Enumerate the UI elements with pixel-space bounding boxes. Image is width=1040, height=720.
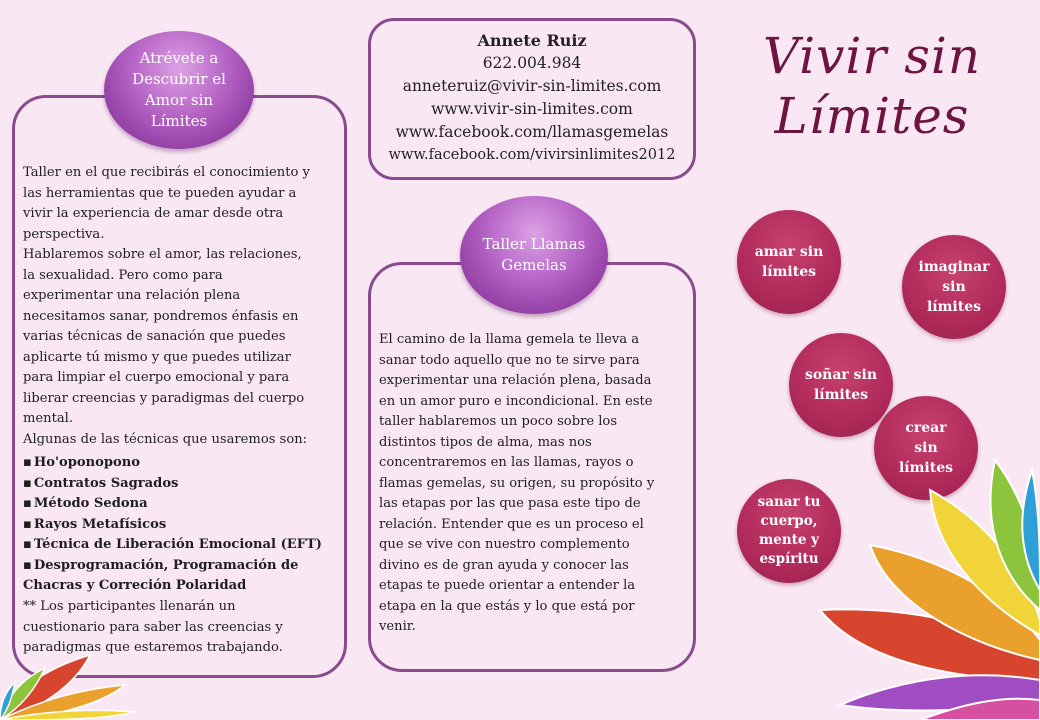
technique-list bbox=[23, 453, 343, 597]
technique-item: ▪ Ho'oponopono bbox=[23, 453, 343, 474]
technique-item: ▪ Método Sedona bbox=[23, 494, 343, 515]
rainbow-petals-left-icon bbox=[0, 640, 140, 720]
circle-crear: crear sin límites bbox=[874, 396, 978, 500]
circle-amar: amar sin límites bbox=[737, 210, 841, 314]
technique-item: ▪ Contratos Sagrados bbox=[23, 474, 343, 495]
middle-bubble-title: Taller Llamas Gemelas bbox=[460, 196, 608, 314]
left-intro-text: Taller en el que recibirás el conocimiento y las herramientas que te pueden ayudar a vivir la experiencia de amar desde otra perspectiva. Hablaremos sobre el amor, las relaciones, la sexualidad. Pero como para experimentar una relación plena necesitamos sanar, pondremos énfasis en varias técnicas de sanación que puedes aplicarte tú mismo y que puedes utilizar para limpiar el cuerpo emocional y para liberar creencias y paradigmas del cuerpo mental. Algunas de las técnicas que usaremos son: bbox=[23, 165, 310, 447]
rainbow-petals-right-icon bbox=[800, 430, 1040, 720]
contact-phone: 622.004.984 bbox=[482, 54, 582, 72]
technique-item: ▪ Rayos Metafísicos bbox=[23, 515, 343, 536]
technique-item: ▪ Desprogramación, Programación de Chacras y Correción Polaridad bbox=[23, 556, 343, 597]
contact-email[interactable]: anneteruiz@vivir-sin-limites.com bbox=[402, 77, 662, 95]
circle-sanar: sanar tu cuerpo, mente y espíritu bbox=[737, 479, 841, 583]
contact-website[interactable]: www.vivir-sin-limites.com bbox=[431, 100, 633, 118]
circle-sonar: soñar sin límites bbox=[789, 333, 893, 437]
technique-item: ▪ Técnica de Liberación Emocional (EFT) bbox=[23, 535, 343, 556]
contact-facebook-1[interactable]: www.facebook.com/llamasgemelas bbox=[395, 123, 669, 141]
contact-facebook-2[interactable]: www.facebook.com/vivirsinlimites2012 bbox=[388, 147, 676, 163]
contact-panel bbox=[368, 18, 696, 180]
brochure-title: Vivir sin Límites bbox=[762, 27, 982, 145]
contact-name: Annete Ruiz bbox=[477, 31, 587, 50]
left-note-text: ** Los participantes llenarán un cuestionario para saber las creencias y paradigmas que estaremos trabajando. bbox=[23, 599, 283, 655]
left-bubble-title: Atrévete a Descubrir el Amor sin Límites bbox=[104, 31, 254, 149]
circle-imaginar: imaginar sin límites bbox=[902, 235, 1006, 339]
middle-text: El camino de la llama gemela te lleva a sanar todo aquello que no te sirve para experimentar una relación plena, basada en un amor puro e incondicional. En este taller hablaremos un poco sobre los distintos tipos de alma, mas nos concentraremos en las llamas, rayos o flamas gemelas, su origen, su propósito y las etapas por las que pasa este tipo de relación. Entender que es un proceso el que se vive con nuestro complemento divino es de gran ayuda y conocer las etapas te puede orientar a entender la etapa en la que estás y lo que está por venir. bbox=[379, 332, 655, 634]
